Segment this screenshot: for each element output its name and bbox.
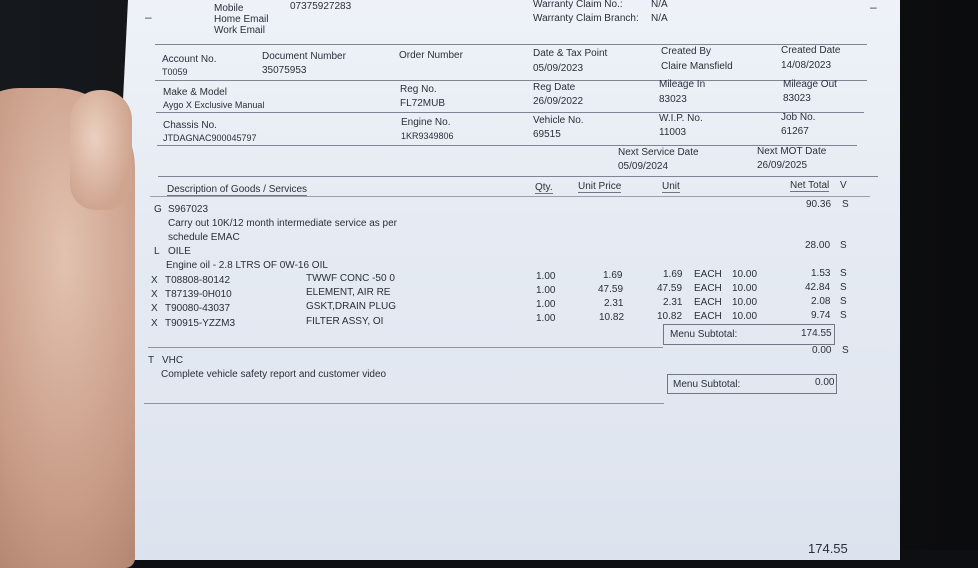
mileage-out-label: Mileage Out (783, 79, 837, 90)
part-vat: S (840, 282, 847, 293)
vehicle-value: 69515 (533, 129, 561, 140)
reg-label: Reg No. (400, 84, 437, 95)
part-qty: 1.00 (536, 285, 556, 296)
make-value: Aygo X Exclusive Manual (163, 100, 265, 110)
vhc-desc: Complete vehicle safety report and customer video (161, 369, 387, 380)
part-name: GSKT,DRAIN PLUG (306, 301, 397, 312)
item-desc-2: schedule EMAC (168, 232, 240, 243)
reg-value: FL72MUB (400, 98, 446, 109)
reg-date-label: Reg Date (533, 82, 576, 93)
part-x: X (151, 289, 158, 300)
engine-label: Engine No. (401, 117, 451, 128)
item-desc: Engine oil - 2.8 LTRS OF 0W-16 OIL (166, 260, 328, 271)
part-qty: 1.00 (536, 299, 556, 310)
created-by-label: Created By (661, 46, 712, 57)
part-discount: 10.00 (732, 283, 758, 294)
item-total: 90.36 (806, 199, 832, 210)
item-code: L (154, 246, 160, 257)
part-number: T87139-0H010 (165, 289, 232, 300)
part-price: 2.31 (604, 298, 624, 309)
part-name: TWWF CONC -50 0 (306, 273, 395, 284)
part-x: X (151, 275, 158, 286)
part-each: EACH (694, 269, 722, 280)
rule (144, 403, 664, 404)
part-x: X (151, 303, 158, 314)
mileage-out-value: 83023 (783, 93, 811, 104)
menu-subtotal-value: 174.55 (801, 328, 832, 339)
order-label: Order Number (399, 50, 463, 61)
part-vat: S (840, 310, 847, 321)
part-each: EACH (694, 297, 722, 308)
engine-value: 1KR9349806 (401, 131, 454, 141)
work-email-label: Work Email (214, 25, 265, 36)
col-description: Description of Goods / Services (167, 184, 308, 195)
doc-label: Document Number (262, 51, 346, 62)
wip-label: W.I.P. No. (659, 113, 703, 124)
date-value: 05/09/2023 (533, 63, 584, 74)
rule (158, 176, 878, 177)
part-name: ELEMENT, AIR RE (306, 287, 391, 298)
warranty-claim-label: Warranty Claim No.: (533, 0, 623, 10)
col-v: V (840, 180, 847, 191)
rule (150, 196, 870, 197)
next-service-value: 05/09/2024 (618, 161, 669, 172)
part-price: 47.59 (598, 284, 624, 295)
job-label: Job No. (781, 112, 816, 123)
col-net-total: Net Total (790, 180, 830, 191)
mileage-in-label: Mileage In (659, 79, 706, 90)
next-mot-value: 26/09/2025 (757, 160, 808, 171)
part-price: 10.82 (599, 312, 625, 323)
mobile-label: Mobile (214, 3, 244, 14)
warranty-branch-value: N/A (651, 13, 668, 24)
reg-date-value: 26/09/2022 (533, 96, 584, 107)
next-mot-label: Next MOT Date (757, 146, 827, 157)
mileage-in-value: 83023 (659, 94, 687, 105)
item-desc: Carry out 10K/12 month intermediate service as per (168, 218, 397, 229)
part-discount: 10.00 (732, 269, 758, 280)
part-unit: 2.31 (663, 297, 683, 308)
part-x: X (151, 318, 158, 329)
warranty-branch-label: Warranty Claim Branch: (533, 13, 639, 24)
part-vat: S (840, 296, 847, 307)
next-service-label: Next Service Date (618, 147, 699, 158)
bottom-total: 174.55 (808, 541, 848, 556)
created-date-value: 14/08/2023 (781, 60, 832, 71)
part-name: FILTER ASSY, OI (306, 316, 384, 327)
account-value: T0059 (162, 67, 188, 77)
job-value: 61267 (781, 126, 809, 137)
menu-subtotal-value: 0.00 (815, 377, 835, 388)
menu-subtotal-label: Menu Subtotal: (670, 329, 738, 340)
item-vat: S (842, 199, 849, 210)
item-vat: S (840, 240, 847, 251)
account-label: Account No. (162, 54, 217, 65)
created-by-value: Claire Mansfield (661, 61, 733, 72)
part-discount: 10.00 (732, 297, 758, 308)
created-date-label: Created Date (781, 45, 841, 56)
rule (155, 80, 867, 81)
vhc-total: 0.00 (812, 345, 832, 356)
part-qty: 1.00 (536, 313, 556, 324)
dash-mark-right: – (870, 0, 877, 14)
part-number: T90080-43037 (165, 303, 231, 314)
part-each: EACH (694, 311, 722, 322)
part-total: 9.74 (811, 310, 831, 321)
chassis-label: Chassis No. (163, 120, 217, 131)
part-total: 42.84 (805, 282, 831, 293)
wip-value: 11003 (659, 127, 687, 138)
menu-subtotal-box-2 (667, 374, 837, 394)
vhc-code: T (148, 355, 155, 366)
part-vat: S (840, 268, 847, 279)
vhc-vat: S (842, 345, 849, 356)
part-qty: 1.00 (536, 271, 556, 282)
dash-mark: – (145, 10, 152, 24)
item-total: 28.00 (805, 240, 831, 251)
part-unit: 47.59 (657, 283, 683, 294)
rule (156, 112, 864, 113)
part-total: 2.08 (811, 296, 831, 307)
thumb (70, 90, 132, 210)
warranty-claim-value: N/A (651, 0, 668, 10)
item-part: OILE (168, 246, 191, 257)
make-label: Make & Model (163, 87, 227, 98)
part-price: 1.69 (603, 270, 623, 281)
menu-subtotal-box (663, 324, 835, 345)
part-number: T08808-80142 (165, 275, 231, 286)
mobile-value: 07375927283 (290, 1, 352, 12)
item-code: G (154, 204, 162, 215)
vehicle-label: Vehicle No. (533, 115, 584, 126)
part-discount: 10.00 (732, 311, 758, 322)
home-email-label: Home Email (214, 14, 269, 25)
rule (155, 44, 867, 45)
rule (157, 145, 857, 146)
part-unit: 10.82 (657, 311, 683, 322)
part-number: T90915-YZZM3 (165, 318, 236, 329)
menu-subtotal-label: Menu Subtotal: (673, 379, 741, 390)
item-part: S967023 (168, 204, 209, 215)
part-unit: 1.69 (663, 269, 683, 280)
vhc-part: VHC (162, 355, 184, 366)
date-label: Date & Tax Point (533, 48, 608, 59)
part-total: 1.53 (811, 268, 831, 279)
doc-value: 35075953 (262, 65, 307, 76)
chassis-value: JTDAGNAC900045797 (163, 133, 257, 143)
rule (148, 347, 663, 348)
part-each: EACH (694, 283, 722, 294)
col-unit: Unit (662, 181, 680, 192)
col-qty: Qty. (535, 182, 553, 193)
col-unit-price: Unit Price (578, 181, 622, 192)
